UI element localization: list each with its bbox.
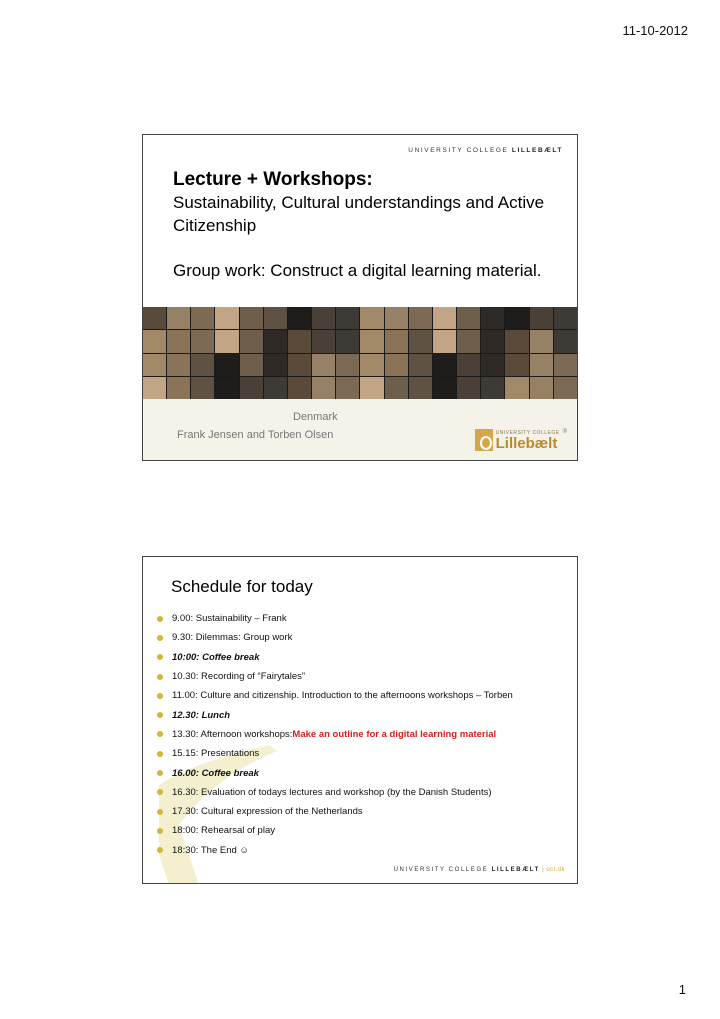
photo-tile [457,307,480,329]
schedule-list [157,609,513,860]
photo-tile [240,330,263,352]
photo-tile [385,377,408,399]
schedule-item: 9.00: Sustainability – Frank [157,609,513,628]
bullet-icon [157,770,163,776]
photo-tile [457,377,480,399]
photo-tile [530,377,553,399]
photo-tile [505,330,528,352]
photo-tile [530,307,553,329]
schedule-title: Schedule for today [171,577,313,596]
photo-tile [167,377,190,399]
photo-tile [385,330,408,352]
photo-tile [143,354,166,376]
photo-tile [554,377,577,399]
photo-tile [336,377,359,399]
photo-tile [215,377,238,399]
photo-tile [264,330,287,352]
photo-tile [481,330,504,352]
schedule-item: 9.30: Dilemmas: Group work [157,628,513,647]
logo-mark-icon [475,429,493,451]
brand-header: UNIVERSITY COLLEGE LILLEBÆLT [408,147,563,154]
photo-tile [240,377,263,399]
photo-tile [409,377,432,399]
photo-tile [554,307,577,329]
page-date: 11-10-2012 [622,23,688,38]
university-logo: UNIVERSITY COLLEGE Lillebælt ® [475,429,567,451]
photo-tile [215,354,238,376]
photo-tile [215,330,238,352]
brand-footer: UNIVERSITY COLLEGE LILLEBÆLT | ucl.dk [393,867,565,873]
photo-tile [385,354,408,376]
photo-tile [457,330,480,352]
bullet-icon [157,789,163,795]
photo-tile [312,354,335,376]
bullet-icon [157,751,163,757]
photo-tile [433,377,456,399]
slide-footer [143,399,577,460]
schedule-item: 10.30: Recording of “Fairytales” [157,667,513,686]
photo-tile [167,307,190,329]
photo-tile [240,307,263,329]
topic-line-1: Sustainability, Cultural understandings and Active [173,193,545,212]
schedule-item: 18:30: The End ☺ [157,841,513,860]
bullet-icon [157,731,163,737]
photo-tile [288,377,311,399]
photo-tile [433,307,456,329]
photo-tile [215,307,238,329]
photo-tile [312,377,335,399]
photo-tile [336,307,359,329]
authors-label: Frank Jensen and Torben Olsen [177,429,334,441]
photo-tile [505,307,528,329]
photo-tile [554,330,577,352]
photo-tile [336,330,359,352]
photo-tile [481,377,504,399]
schedule-item: 10:00: Coffee break [157,648,513,667]
bullet-icon [157,616,163,622]
bullet-icon [157,828,163,834]
topic-line-2: Citizenship [173,216,257,235]
photo-tile [457,354,480,376]
photo-tile [191,330,214,352]
photo-tile [143,330,166,352]
photo-tile [530,330,553,352]
photo-tile [433,330,456,352]
bullet-icon [157,693,163,699]
photo-tile [312,330,335,352]
photo-tile [409,307,432,329]
bullet-icon [157,847,163,853]
bullet-icon [157,712,163,718]
group-work-subtitle: Group work: Construct a digital learning material. [173,261,542,280]
photo-tile [481,354,504,376]
schedule-item: 11.00: Culture and citizenship. Introduction to the afternoons workshops – Torben [157,686,513,705]
photo-tile [505,377,528,399]
country-label: Denmark [293,411,338,423]
photo-tile [167,330,190,352]
photo-tile [312,307,335,329]
slide-title-block [173,169,573,282]
photo-tile [288,354,311,376]
highlight-text: Make an outline for a digital learning material [292,728,497,740]
photo-tile [264,307,287,329]
photo-tile [191,354,214,376]
schedule-item: 15.15: Presentations [157,744,513,763]
bullet-icon [157,654,163,660]
photo-tile [191,377,214,399]
photo-tile [264,377,287,399]
photo-tile [385,307,408,329]
photo-tile [505,354,528,376]
lecture-heading: Lecture + Workshops: [173,169,373,190]
photo-tile [409,354,432,376]
photo-tile [554,354,577,376]
photo-tile [264,354,287,376]
page-number: 1 [678,982,686,997]
schedule-item: 17.30: Cultural expression of the Netherlands [157,802,513,821]
schedule-item: 18:00: Rehearsal of play [157,821,513,840]
photo-tile [336,354,359,376]
photo-tile [360,307,383,329]
photo-tile [288,307,311,329]
photo-tile [433,354,456,376]
photo-tile [360,377,383,399]
bullet-icon [157,809,163,815]
photo-tile [360,330,383,352]
slide-title [142,134,578,461]
photo-tile [360,354,383,376]
schedule-item: 12.30: Lunch [157,705,513,724]
photo-tile [481,307,504,329]
photo-tile [240,354,263,376]
bullet-icon [157,635,163,641]
bullet-icon [157,674,163,680]
photo-tile [530,354,553,376]
photo-collage [143,307,577,399]
photo-tile [288,330,311,352]
photo-tile [167,354,190,376]
photo-tile [409,330,432,352]
schedule-item: 13.30: Afternoon workshops: Make an outline for a digital learning material [157,725,513,744]
schedule-item: 16.30: Evaluation of todays lectures and workshop (by the Danish Students) [157,783,513,802]
photo-tile [143,377,166,399]
photo-tile [191,307,214,329]
schedule-item: 16.00: Coffee break [157,763,513,782]
photo-tile [143,307,166,329]
slide-schedule [142,556,578,884]
